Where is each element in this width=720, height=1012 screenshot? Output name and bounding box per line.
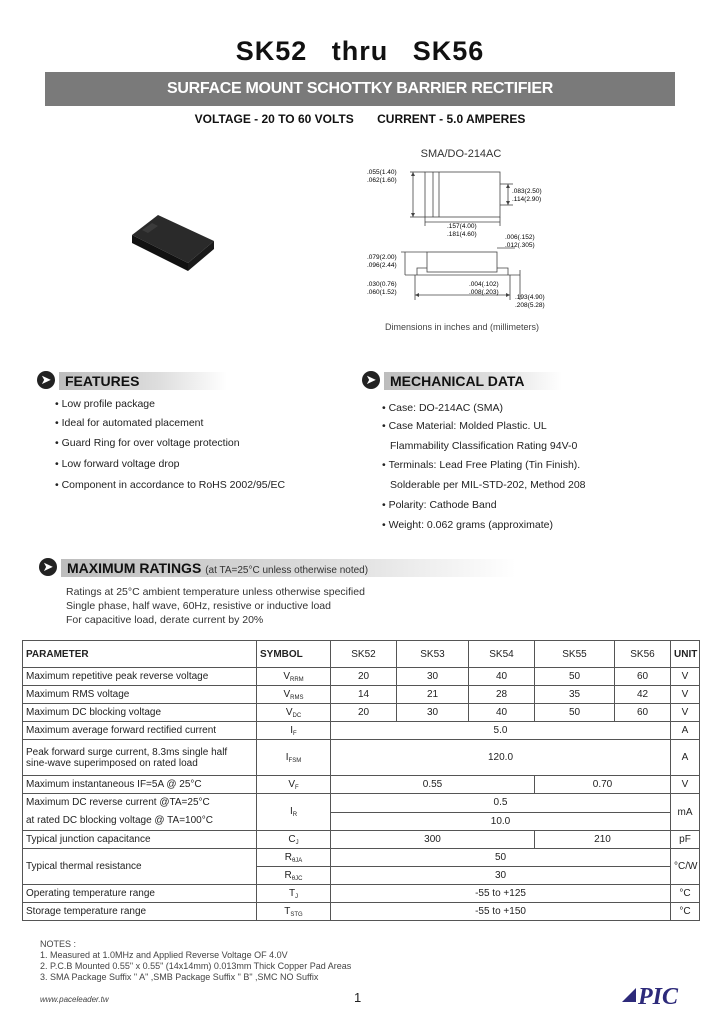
page-number: 1 (354, 990, 362, 1005)
arrow-right-icon: ➤ (37, 371, 55, 389)
list-item: • Low profile package (55, 398, 155, 410)
mechanical-list (382, 402, 702, 542)
current-spec: CURRENT - 5.0 AMPERES (377, 112, 526, 126)
document-title (0, 36, 720, 67)
dim-8b: .208(5.28) (515, 302, 545, 309)
arrow-right-icon: ➤ (39, 558, 57, 576)
table-row: Typical junction capacitance $C_J$ 300 210 pF (23, 831, 700, 849)
ratings-heading: ➤ MAXIMUM RATINGS (at TA=25°C unless otherwise noted) (39, 558, 519, 578)
note-item: 2. P.C.B Mounted 0.55" x 0.55" (14x14mm) 0.013mm Thick Copper Pad Areas (40, 961, 352, 971)
list-item: • Low forward voltage drop (55, 458, 180, 470)
footer-url[interactable]: www.paceleader.tw (40, 995, 109, 1004)
list-item: Solderable per MIL-STD-202, Method 208 (390, 479, 586, 491)
dim-3b: .181(4.60) (447, 231, 477, 238)
part-end: SK56 (412, 36, 485, 66)
package-outline-drawing (365, 160, 560, 320)
dim-8a: .193(4.90) (515, 294, 545, 301)
notes-section (40, 939, 351, 983)
features-heading: ➤ FEATURES (37, 371, 227, 391)
list-item: • Component in accordance to RoHS 2002/95/EC (55, 479, 286, 491)
dim-1a: .055(1.40) (367, 169, 397, 176)
dim-6b: .060(1.52) (367, 289, 397, 296)
dimension-caption: Dimensions in inches and (millimeters) (384, 322, 540, 332)
spec-line (0, 112, 720, 126)
table-row: Peak forward surge current, 8.3ms single half sine-wave superimposed on rated load $I_{FSM}$ 120.0 A (23, 740, 700, 776)
part-start: SK52 (235, 36, 308, 66)
list-item: • Polarity: Cathode Band (382, 499, 497, 511)
dim-5b: .096(2.44) (367, 262, 397, 269)
dim-6a: .030(0.76) (367, 281, 397, 288)
list-item: • Guard Ring for over voltage protection (55, 437, 240, 449)
dim-2a: .083(2.50) (512, 188, 542, 195)
ratings-intro: Ratings at 25°C ambient temperature unless otherwise specified Single phase, half wave, 60Hz, resistive or inductive load For capacitive load, derate current by 20% (66, 586, 365, 626)
table-row: Typical thermal resistance $R_{\theta JA}$ 50 °C/W (23, 849, 700, 867)
features-list (55, 398, 355, 498)
dim-4b: .012(.305) (505, 242, 535, 249)
list-item: • Weight: 0.062 grams (approximate) (382, 519, 553, 531)
package-name: SMA/DO-214AC (420, 148, 502, 160)
table-row: Maximum DC reverse current @TA=25°C at rated DC blocking voltage @ TA=100°C $I_R$ 0.5 mA (23, 794, 700, 813)
table-row: Operating temperature range $T_J$ -55 to +125 °C (23, 885, 700, 903)
component-photo (128, 205, 218, 275)
list-item: • Terminals: Lead Free Plating (Tin Finish). (382, 459, 581, 471)
dim-3a: .157(4.00) (447, 223, 477, 230)
notes-title: NOTES : (40, 939, 77, 949)
dim-5a: .079(2.00) (367, 254, 397, 261)
table-row: 10.0 (23, 812, 700, 831)
dim-2b: .114(2.90) (512, 196, 542, 203)
ratings-note: (at TA=25°C unless otherwise noted) (205, 565, 369, 576)
table-row: Maximum instantaneous IF=5A @ 25°C $V_F$ 0.55 0.70 V (23, 776, 700, 794)
subtitle-bar: SURFACE MOUNT SCHOTTKY BARRIER RECTIFIER (45, 72, 675, 106)
list-item: • Ideal for automated placement (55, 417, 204, 429)
dim-1b: .062(1.60) (367, 177, 397, 184)
table-header-row: PARAMETER SYMBOL SK52 SK53 SK54 SK55 SK56 UNIT (23, 641, 700, 668)
table-row: Maximum RMS voltage $V_{RMS}$ 14 21 28 35 42 V (23, 686, 700, 704)
table-row: Storage temperature range $T_{STG}$ -55 to +150 °C (23, 903, 700, 921)
table-row: Maximum repetitive peak reverse voltage $V_{RRM}$ 20 30 40 50 60 V (23, 668, 700, 686)
ratings-table (22, 640, 700, 921)
dim-4a: .006(.152) (505, 234, 535, 241)
mechanical-heading: ➤ MECHANICAL DATA (362, 371, 562, 391)
dim-7a: .004(.102) (469, 281, 499, 288)
note-item: 1. Measured at 1.0MHz and Applied Reverse Voltage OF 4.0V (40, 950, 288, 960)
list-item: • Case: DO-214AC (SMA) (382, 402, 503, 414)
list-item: Flammability Classification Rating 94V-0 (390, 440, 578, 452)
table-row: $R_{\theta JC}$ 30 (23, 867, 700, 885)
table-row: Maximum DC blocking voltage $V_{DC}$ 20 30 40 50 60 V (23, 704, 700, 722)
list-item: • Case Material: Molded Plastic. UL (382, 420, 547, 432)
voltage-spec: VOLTAGE - 20 TO 60 VOLTS (194, 112, 354, 126)
dim-7b: .008(.203) (469, 289, 499, 296)
part-thru: thru (331, 36, 389, 66)
note-item: 3. SMA Package Suffix " A" ,SMB Package Suffix " B" ,SMC NO Suffix (40, 972, 319, 982)
table-row: Maximum average forward rectified current $I_F$ 5.0 A (23, 722, 700, 740)
arrow-right-icon: ➤ (362, 371, 380, 389)
company-logo (618, 980, 710, 1010)
svg-text:PIC: PIC (638, 984, 679, 1010)
